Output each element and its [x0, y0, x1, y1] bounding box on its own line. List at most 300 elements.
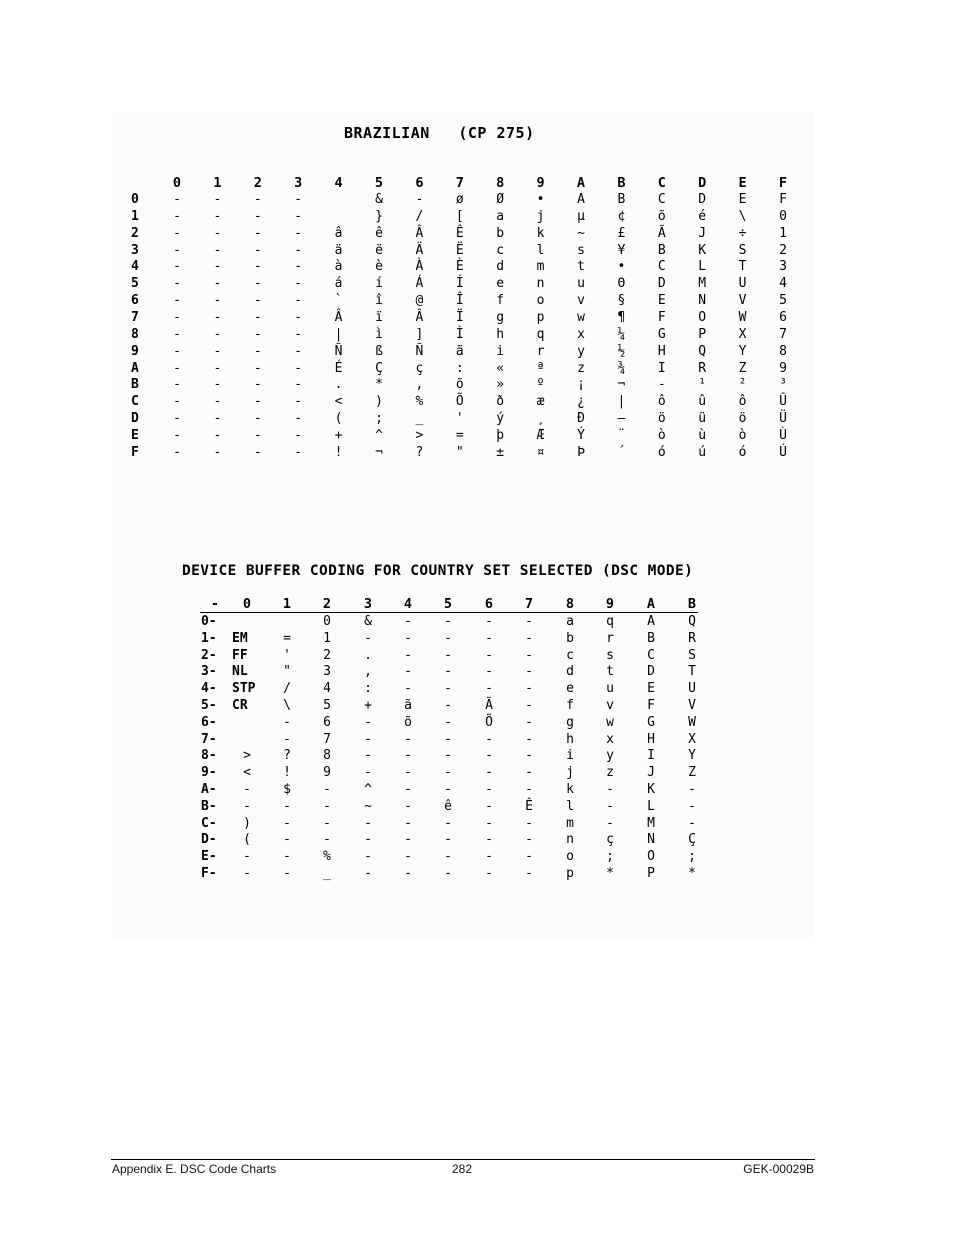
dsc-table-cell: - — [243, 782, 251, 797]
brazilian-table-cell: X — [738, 326, 747, 342]
brazilian-table-cell: • — [536, 192, 545, 207]
brazilian-table-cell: ? — [415, 444, 424, 460]
dsc-table-cell: w — [606, 714, 614, 730]
brazilian-table-cell: - — [173, 343, 181, 359]
brazilian-table-cell: Ù — [779, 427, 787, 443]
brazilian-table-cell: ø — [455, 192, 464, 207]
brazilian-table-cell: G — [657, 326, 666, 342]
dsc-table-cell: 5 — [323, 698, 331, 713]
dsc-table-cell: - — [525, 866, 533, 881]
brazilian-table-cell: - — [253, 394, 262, 410]
brazilian-table-cell: - — [213, 326, 222, 342]
brazilian-table-cell: Ñ — [415, 343, 424, 359]
dsc-table-cell: - — [525, 815, 533, 831]
dsc-row-header: 1- — [201, 630, 217, 646]
dsc-table-cell: - — [525, 664, 533, 680]
brazilian-table-cell: æ — [536, 394, 545, 410]
brazilian-table-cell: - — [294, 360, 303, 376]
brazilian-table-cell: Ï — [455, 309, 464, 325]
brazilian-table-cell: ë — [375, 242, 383, 258]
dsc-table-cell: - — [525, 782, 533, 797]
dsc-table-cell: - — [444, 647, 452, 663]
brazilian-col-header: 5 — [374, 175, 384, 191]
brazilian-table-cell: Ã — [657, 225, 666, 241]
brazilian-col-header: D — [698, 175, 707, 191]
brazilian-table-cell: F — [779, 192, 787, 207]
brazilian-table-cell: ª — [536, 360, 545, 376]
brazilian-table-cell: [ — [455, 208, 464, 224]
dsc-table-cell: - — [444, 866, 452, 881]
brazilian-table-cell: | — [334, 326, 343, 342]
dsc-col-header: 5 — [443, 596, 453, 612]
brazilian-table-cell: / — [415, 208, 424, 224]
dsc-table-cell: - — [283, 714, 291, 730]
brazilian-table-cell: Î — [455, 293, 464, 309]
brazilian-table-cell: û — [698, 394, 707, 410]
scanned-chart-area — [112, 112, 814, 938]
brazilian-table-cell: ; — [375, 411, 383, 427]
dsc-table-cell: - — [404, 798, 412, 814]
brazilian-table-cell: P — [698, 326, 707, 342]
brazilian-table-cell: À — [415, 259, 424, 275]
dsc-table-cell: - — [485, 765, 493, 781]
dsc-table-cell: G — [647, 714, 655, 730]
footer-page-number: 282 — [452, 1162, 473, 1176]
dsc-table-cell: ' — [283, 647, 291, 663]
dsc-table-cell: - — [364, 714, 372, 730]
brazilian-table-cell: • — [617, 259, 626, 275]
brazilian-table-cell: ä — [334, 242, 343, 258]
brazilian-table-cell: ' — [455, 411, 464, 427]
dsc-col-header: B — [687, 596, 697, 612]
dsc-table-cell: - — [444, 664, 452, 680]
dsc-table-cell: g — [566, 714, 574, 730]
dsc-table-cell: ~ — [364, 798, 372, 814]
brazilian-table-cell: ý — [496, 411, 505, 427]
brazilian-row-header: 4 — [131, 259, 139, 275]
dsc-table-cell: < — [243, 765, 251, 781]
brazilian-col-header: B — [617, 175, 626, 191]
brazilian-table-cell: - — [173, 309, 181, 325]
dsc-table-cell: - — [404, 782, 412, 797]
brazilian-row-header: B — [131, 377, 139, 393]
dsc-table-cell: - — [525, 647, 533, 663]
dsc-table-cell: - — [404, 647, 412, 663]
brazilian-table-cell: M — [698, 276, 707, 292]
brazilian-table-cell: a — [496, 208, 505, 224]
brazilian-table-cell: , — [415, 377, 424, 393]
dsc-table-cell: - — [364, 832, 372, 848]
brazilian-table-cell: ó — [738, 444, 747, 460]
dsc-table-cell: - — [485, 798, 493, 814]
brazilian-table-cell: - — [415, 192, 424, 207]
dsc-table-cell: I — [647, 748, 655, 764]
dsc-col-header: 3 — [363, 596, 373, 612]
brazilian-table-cell: O — [698, 309, 707, 325]
dsc-table-cell: R — [688, 630, 696, 646]
dsc-table-cell: ; — [688, 849, 696, 865]
brazilian-table-cell: ` — [334, 293, 343, 309]
dsc-table-cell: X — [688, 731, 696, 747]
dsc-table-cell: = — [283, 630, 291, 646]
dsc-table-cell: 0 — [323, 614, 331, 629]
brazilian-table-cell: - — [294, 242, 303, 258]
dsc-control-code: NL — [232, 664, 248, 680]
brazilian-table-cell: A — [577, 192, 585, 207]
brazilian-table-cell: - — [173, 192, 181, 207]
brazilian-table-cell: k — [536, 225, 545, 241]
brazilian-table-cell: - — [253, 343, 262, 359]
dsc-table-cell: j — [566, 765, 574, 781]
dsc-table-cell: - — [485, 614, 493, 629]
brazilian-row-header: 6 — [131, 293, 139, 309]
brazilian-table-cell: - — [213, 360, 222, 376]
dsc-table-cell: - — [688, 782, 696, 797]
brazilian-table-cell: z — [577, 360, 585, 376]
brazilian-row-header: A — [131, 360, 139, 376]
brazilian-row-header: 2 — [131, 225, 139, 241]
brazilian-table-cell: ¸ — [536, 411, 545, 427]
dsc-table-cell: - — [444, 698, 452, 713]
dsc-table-cell: - — [323, 832, 331, 848]
brazilian-table-cell: 4 — [779, 276, 787, 292]
brazilian-row-header: 1 — [131, 208, 139, 224]
dsc-table-cell: o — [566, 849, 574, 865]
brazilian-table-cell: - — [253, 411, 262, 427]
dsc-table-cell: ; — [606, 849, 614, 865]
dsc-table-cell: - — [485, 748, 493, 764]
brazilian-table-cell: ¿ — [577, 394, 585, 410]
dsc-table-cell: - — [404, 832, 412, 848]
brazilian-table-cell: o — [536, 293, 545, 309]
brazilian-table-cell: ³ — [779, 377, 787, 393]
brazilian-table-cell: @ — [415, 293, 424, 309]
dsc-table-cell: E — [647, 681, 655, 697]
brazilian-table-cell: - — [253, 192, 262, 207]
dsc-table-cell: J — [647, 765, 655, 781]
footer-divider — [111, 1159, 815, 1160]
dsc-col-header: 6 — [484, 596, 494, 612]
brazilian-table-cell: ó — [657, 444, 666, 460]
brazilian-col-header: E — [738, 175, 747, 191]
dsc-table-cell: Ã — [485, 698, 493, 713]
dsc-row-header: 5- — [201, 698, 217, 713]
brazilian-table-cell: ï — [375, 309, 383, 325]
brazilian-table-cell: ² — [738, 377, 747, 393]
brazilian-table-cell: R — [698, 360, 707, 376]
brazilian-col-header: 7 — [455, 175, 464, 191]
brazilian-table-cell: ¾ — [617, 360, 626, 376]
brazilian-table-cell: â — [334, 225, 343, 241]
brazilian-table-cell: - — [173, 259, 181, 275]
brazilian-table-cell: 7 — [779, 326, 787, 342]
dsc-col-header: 7 — [524, 596, 534, 612]
brazilian-table-cell: - — [213, 276, 222, 292]
brazilian-table-cell: à — [334, 259, 343, 275]
dsc-table-cell: F — [647, 698, 655, 713]
dsc-table-cell: \ — [283, 698, 291, 713]
brazilian-table-cell: - — [173, 427, 181, 443]
brazilian-table-cell: - — [253, 360, 262, 376]
dsc-table-cell: - — [525, 681, 533, 697]
dsc-table-cell: - — [404, 866, 412, 881]
dsc-col-header: 0 — [242, 596, 252, 612]
brazilian-table-cell: - — [294, 394, 303, 410]
brazilian-table-cell: f — [496, 293, 505, 309]
dsc-table-cell: * — [688, 866, 696, 881]
brazilian-table-cell: ] — [415, 326, 424, 342]
dsc-row-header: 9- — [201, 765, 217, 781]
dsc-table-cell: Õ — [485, 714, 493, 730]
brazilian-table-cell: õ — [455, 377, 464, 393]
brazilian-table-cell: ê — [375, 225, 383, 241]
brazilian-table-cell: Y — [738, 343, 747, 359]
brazilian-table-cell: - — [294, 411, 303, 427]
brazilian-table-cell: } — [375, 208, 383, 224]
dsc-col-header: 9 — [605, 596, 615, 612]
dsc-table-cell: - — [525, 698, 533, 713]
brazilian-table-cell: Â — [415, 309, 424, 325]
dsc-col-header: 1 — [282, 596, 292, 612]
brazilian-table-cell: ì — [375, 326, 383, 342]
dsc-table-cell: Q — [688, 614, 696, 629]
dsc-table-cell: - — [525, 714, 533, 730]
brazilian-table-cell: º — [536, 377, 545, 393]
brazilian-table-cell: h — [496, 326, 505, 342]
brazilian-table-cell: p — [536, 309, 545, 325]
brazilian-table-cell: % — [415, 394, 424, 410]
dsc-table-cell: - — [525, 614, 533, 629]
brazilian-table-cell: É — [334, 360, 343, 376]
brazilian-table-cell: Á — [415, 276, 424, 292]
brazilian-chart-title: BRAZILIAN (CP 275) — [344, 124, 535, 142]
dsc-table-cell: A — [647, 614, 655, 629]
brazilian-table-cell: - — [294, 276, 303, 292]
brazilian-table-cell: Ð — [577, 411, 585, 427]
brazilian-row-header: 5 — [131, 276, 139, 292]
brazilian-table-cell: F — [657, 309, 666, 325]
brazilian-table-cell: - — [253, 242, 262, 258]
brazilian-table-cell: - — [173, 276, 181, 292]
brazilian-table-cell: Û — [779, 394, 787, 410]
brazilian-table-cell: u — [577, 276, 585, 292]
brazilian-table-cell: > — [415, 427, 424, 443]
brazilian-table-cell: ) — [375, 394, 383, 410]
dsc-row-header: B- — [201, 798, 217, 814]
brazilian-table-cell: U — [738, 276, 747, 292]
dsc-table-cell: - — [525, 849, 533, 865]
dsc-table-cell: Y — [688, 748, 696, 764]
dsc-table-cell: - — [323, 782, 331, 797]
brazilian-table-cell: - — [213, 208, 222, 224]
brazilian-row-header: 3 — [131, 242, 139, 258]
brazilian-table-cell: ! — [334, 444, 343, 460]
brazilian-table-cell: - — [253, 309, 262, 325]
brazilian-table-cell: C — [657, 192, 666, 207]
dsc-table-cell: y — [606, 748, 614, 764]
footer-section-title: Appendix E. DSC Code Charts — [112, 1162, 277, 1176]
brazilian-table-cell: < — [334, 394, 343, 410]
dsc-table-cell: - — [364, 731, 372, 747]
dsc-table-cell: D — [647, 664, 655, 680]
dsc-table-cell: ! — [283, 765, 291, 781]
brazilian-table-cell: D — [657, 276, 666, 292]
dsc-table-cell: t — [606, 664, 614, 680]
dsc-table-cell: - — [364, 849, 372, 865]
brazilian-table-cell: ( — [334, 411, 343, 427]
dsc-table-cell: - — [404, 614, 412, 629]
brazilian-table-cell: - — [253, 259, 262, 275]
brazilian-table-cell: - — [173, 360, 181, 376]
brazilian-table-cell: . — [334, 377, 343, 393]
brazilian-col-header: 6 — [415, 175, 424, 191]
dsc-table-cell: - — [485, 647, 493, 663]
dsc-table-cell: - — [444, 782, 452, 797]
brazilian-table-cell: g — [496, 309, 505, 325]
brazilian-table-cell: 1 — [779, 225, 787, 241]
dsc-table-cell: - — [404, 664, 412, 680]
dsc-table-cell: p — [566, 866, 574, 881]
brazilian-table-cell: - — [294, 208, 303, 224]
brazilian-table-cell: ç — [415, 360, 424, 376]
brazilian-table-cell: ü — [698, 411, 707, 427]
brazilian-table-cell: è — [375, 259, 383, 275]
dsc-row-header: 4- — [201, 681, 217, 697]
brazilian-col-header: 9 — [536, 175, 545, 191]
brazilian-table-cell: Ä — [415, 242, 424, 258]
brazilian-table-cell: - — [253, 225, 262, 241]
dsc-table-cell: - — [364, 630, 372, 646]
dsc-table-cell: - — [485, 681, 493, 697]
dsc-control-code: FF — [232, 647, 248, 663]
dsc-table-cell: õ — [404, 714, 412, 730]
brazilian-table-cell: - — [213, 377, 222, 393]
brazilian-table-cell: r — [536, 343, 545, 359]
brazilian-table-cell: « — [496, 360, 505, 376]
dsc-table-cell: 4 — [323, 681, 331, 697]
brazilian-table-cell: ¼ — [617, 326, 626, 342]
dsc-table-cell: , — [364, 664, 372, 680]
brazilian-table-cell: - — [213, 242, 222, 258]
dsc-col-header: 4 — [403, 596, 413, 612]
brazilian-table-cell: - — [173, 394, 181, 410]
brazilian-table-cell: - — [173, 377, 181, 393]
brazilian-row-header: F — [131, 444, 139, 460]
brazilian-table-cell: - — [294, 309, 303, 325]
brazilian-table-cell: y — [577, 343, 585, 359]
brazilian-table-cell: Ê — [455, 225, 464, 241]
brazilian-table-cell: ¬ — [617, 377, 626, 393]
dsc-table-cell: - — [444, 815, 452, 831]
brazilian-table-cell: * — [375, 377, 383, 393]
dsc-table-cell: Ç — [688, 832, 696, 848]
brazilian-table-cell: x — [577, 326, 585, 342]
dsc-table-cell: - — [525, 748, 533, 764]
dsc-table-cell: - — [606, 782, 614, 797]
brazilian-table-cell: D — [698, 192, 707, 207]
dsc-table-cell: - — [485, 782, 493, 797]
dsc-row-header: 8- — [201, 748, 217, 764]
brazilian-table-cell: - — [657, 377, 666, 393]
brazilian-table-cell: ¹ — [698, 377, 707, 393]
brazilian-table-cell: - — [173, 225, 181, 241]
brazilian-table-cell: ¬ — [375, 444, 383, 460]
dsc-table-cell: h — [566, 731, 574, 747]
brazilian-table-cell: Q — [698, 343, 707, 359]
dsc-table-cell: q — [606, 614, 614, 629]
brazilian-table-cell: 0 — [779, 208, 787, 224]
brazilian-table-cell: - — [213, 259, 222, 275]
brazilian-table-cell: - — [213, 343, 222, 359]
dsc-table-cell: - — [485, 731, 493, 747]
brazilian-table-cell: N — [698, 293, 707, 309]
brazilian-table-cell: — — [617, 411, 626, 427]
dsc-table-cell: v — [606, 698, 614, 713]
dsc-table-cell: - — [525, 765, 533, 781]
brazilian-table-cell: - — [253, 276, 262, 292]
brazilian-table-cell: ¨ — [617, 427, 626, 443]
brazilian-table-cell: Ý — [577, 427, 585, 443]
dsc-table-cell: C — [647, 647, 655, 663]
brazilian-table-cell: l — [536, 242, 545, 258]
brazilian-table-cell: ô — [657, 394, 666, 410]
dsc-table-cell: ç — [606, 832, 614, 848]
brazilian-table-cell: - — [253, 326, 262, 342]
dsc-table-cell: a — [566, 614, 574, 629]
brazilian-table-cell: T — [738, 259, 747, 275]
brazilian-table-cell: - — [173, 293, 181, 309]
dsc-row-header: 3- — [201, 664, 217, 680]
dsc-table-cell: r — [606, 630, 614, 646]
brazilian-table-cell: q — [536, 326, 545, 342]
brazilian-table-cell: n — [536, 276, 545, 292]
dsc-table-cell: - — [404, 765, 412, 781]
dsc-table-cell: - — [444, 714, 452, 730]
brazilian-table-cell: - — [213, 394, 222, 410]
dsc-row-header: D- — [201, 832, 217, 848]
dsc-row-header: 6- — [201, 714, 217, 730]
brazilian-table-cell: 8 — [779, 343, 787, 359]
brazilian-table-cell: ö — [657, 411, 666, 427]
brazilian-table-cell: J — [698, 225, 707, 241]
dsc-table-cell: % — [323, 849, 331, 865]
brazilian-table-cell: 6 — [779, 309, 787, 325]
dsc-table-cell: + — [364, 698, 372, 713]
dsc-table-cell: - — [364, 866, 372, 881]
brazilian-table-cell: Ø — [496, 192, 505, 207]
dsc-table-cell: - — [243, 866, 251, 881]
brazilian-table-cell: õ — [657, 208, 666, 224]
brazilian-table-cell: - — [213, 293, 222, 309]
brazilian-table-cell: ß — [375, 343, 383, 359]
brazilian-table-cell: b — [496, 225, 505, 241]
brazilian-table-cell: 2 — [779, 242, 787, 258]
brazilian-table-cell: e — [496, 276, 505, 292]
brazilian-table-cell: - — [253, 208, 262, 224]
dsc-table-cell: M — [647, 815, 655, 831]
dsc-table-cell: f — [566, 698, 574, 713]
brazilian-table-cell: d — [496, 259, 505, 275]
dsc-header-underline — [200, 612, 698, 613]
dsc-table-cell: / — [283, 681, 291, 697]
dsc-col-header: A — [646, 596, 656, 612]
brazilian-table-cell: - — [294, 259, 303, 275]
dsc-table-cell: 8 — [323, 748, 331, 764]
brazilian-table-cell: ± — [496, 444, 505, 460]
brazilian-col-header: C — [657, 175, 666, 191]
dsc-table-cell: W — [688, 714, 696, 730]
dsc-table-cell: S — [688, 647, 696, 663]
